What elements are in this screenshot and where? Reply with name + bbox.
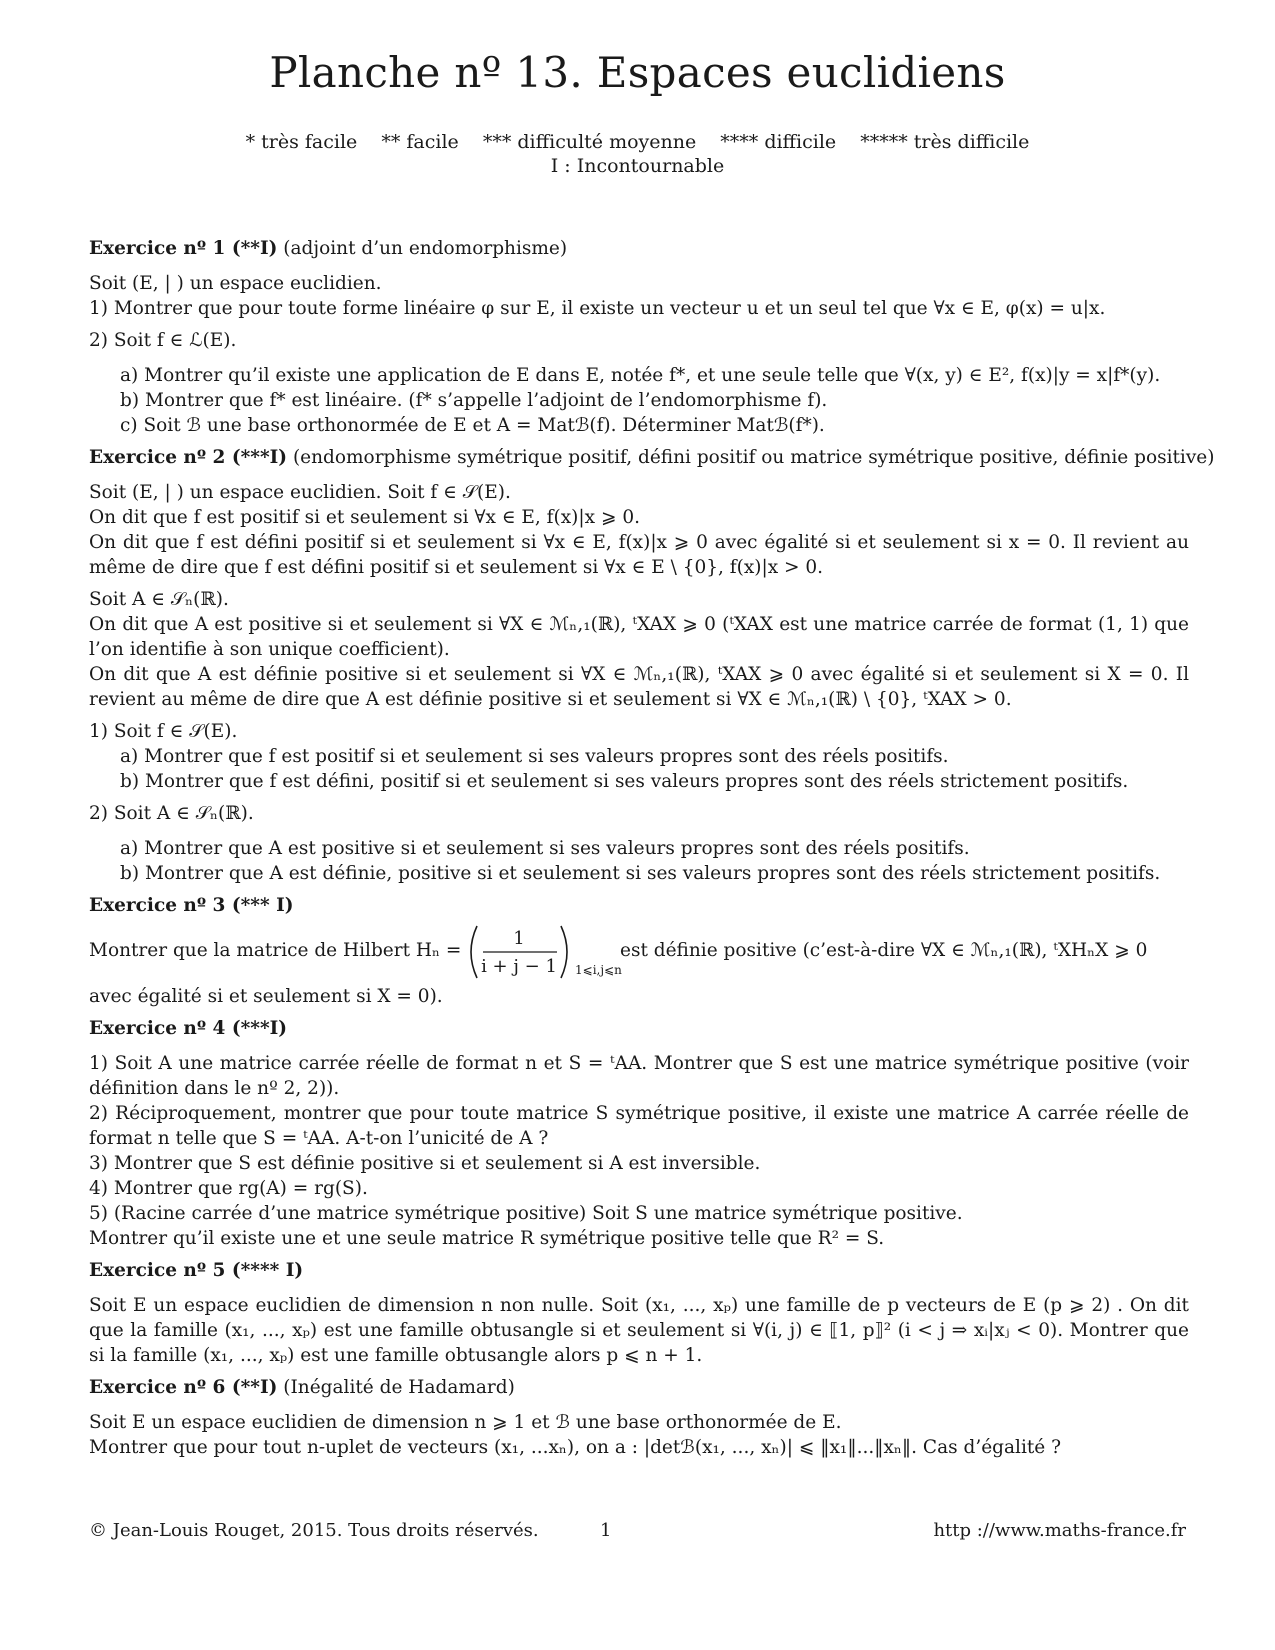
exercise-1-line: Soit (E, | ) un espace euclidien. (89, 273, 382, 294)
legend-item: ***** très difficile (860, 131, 1030, 153)
exercise-2-line: 2) Soit A ∈ 𝒮ₙ(ℝ). (89, 803, 254, 824)
exercise-6-line: Soit E un espace euclidien de dimension n ⩾ 1 et ℬ une base orthonormée de E. (89, 1412, 842, 1433)
exercise-1-line: 1) Montrer que pour toute forme linéaire φ sur E, il existe un vecteur u et un seul tel que ∀x ∈ E, φ(x) = u|x. (89, 298, 1106, 319)
right-paren (561, 926, 567, 978)
exercise-2-line: b) Montrer que A est définie, positive si et seulement si ses valeurs propres sont des réels strictement positifs. (120, 863, 1161, 884)
exercise-1-heading (89, 236, 1189, 261)
legend-item: **** difficile (720, 131, 837, 153)
exercise-1-line: b) Montrer que f* est linéaire. (f* s’appelle l’adjoint de l’endomorphisme f). (120, 390, 828, 411)
footer-copyright: © Jean-Louis Rouget, 2015. Tous droits réservés. (89, 1520, 539, 1541)
exercises (89, 236, 1215, 1460)
exercise-3-line: avec égalité si et seulement si X = 0). (89, 986, 443, 1007)
exercise-1-line: 2) Soit f ∈ ℒ(E). (89, 330, 237, 351)
exercise-2-line: Soit A ∈ 𝒮ₙ(ℝ). (89, 589, 229, 610)
exercise-2-line: On dit que f est positif si et seulement si ∀x ∈ E, f(x)|x ⩾ 0. (89, 507, 640, 528)
exercise-1-topic: (adjoint d’un endomorphisme) (283, 238, 568, 259)
legend-item: * très facile (245, 131, 358, 153)
hilbert-subscript: 1⩽i,j⩽n (575, 963, 622, 977)
exercise-1-title: Exercice nº 1 (**I) (89, 238, 278, 259)
footer-page-number: 1 (600, 1520, 612, 1541)
exercise-5-title: Exercice nº 5 (**** I) (89, 1260, 304, 1281)
exercise-2-line: 1) Soit f ∈ 𝒮(E). (89, 721, 238, 742)
exercise-2-line: a) Montrer que f est positif si et seulement si ses valeurs propres sont des réels positifs. (120, 746, 949, 767)
exercise-1-line: a) Montrer qu’il existe une application de E dans E, notée f*, et une seule telle que ∀(x, y) ∈ E², f(x)|y = x|f*(y). (120, 365, 1161, 386)
exercise-3-heading (89, 893, 1189, 918)
exercise-6-topic: (Inégalité de Hadamard) (283, 1377, 515, 1398)
exercise-2-line: a) Montrer que A est positive si et seulement si ses valeurs propres sont des réels positifs. (120, 838, 970, 859)
exercise-2-line: On dit que A est positive si et seulement si ∀X ∈ ℳₙ,₁(ℝ), ᵗXAX ⩾ 0 (ᵗXAX est une matrice carrée de format (1, 1) que l’on identifie à son unique coefficient). (89, 614, 1189, 660)
exercise-4-line: 4) Montrer que rg(A) = rg(S). (89, 1178, 368, 1199)
exercise-4-line: 2) Réciproquement, montrer que pour toute matrice S symétrique positive, il existe une matrice A carrée réelle de format n telle que S = ᵗAA. A-t-on l’unicité de A ? (89, 1103, 1189, 1149)
hilbert-denominator: i + j − 1 (481, 956, 557, 977)
footer-url[interactable]: http ://www.maths-france.fr (933, 1520, 1186, 1541)
exercise-4-heading (89, 1016, 1189, 1041)
exercise-6-line: Montrer que pour tout n-uplet de vecteurs (x₁, ...xₙ), on a : |detℬ(x₁, ..., xₙ)| ⩽ ‖x₁‖...‖xₙ‖. Cas d’égalité ? (89, 1437, 1062, 1458)
exercise-4-line: Montrer qu’il existe une et une seule matrice R symétrique positive telle que R² = S. (89, 1228, 885, 1249)
exercise-2-title: Exercice nº 2 (***I) (89, 447, 288, 468)
exercise-4-line: 5) (Racine carrée d’une matrice symétrique positive) Soit S une matrice symétrique positive. (89, 1203, 963, 1224)
exercise-4-title: Exercice nº 4 (***I) (89, 1018, 288, 1039)
difficulty-legend (0, 131, 1275, 153)
exercise-6-heading (89, 1375, 1189, 1400)
left-paren (471, 926, 477, 978)
legend-item: *** difficulté moyenne (482, 131, 697, 153)
hilbert-lead: Montrer que la matrice de Hilbert Hₙ = (89, 940, 462, 961)
exercise-5-heading (89, 1258, 1189, 1283)
exercise-4-line: 3) Montrer que S est définie positive si et seulement si A est inversible. (89, 1153, 761, 1174)
exercise-5-text: Soit E un espace euclidien de dimension n non nulle. Soit (x₁, ..., xₚ) une famille de p vecteurs de E (p ⩾ 2) . On dit que la famille (x₁, ..., xₚ) est une famille obtusangle si et seulement si ∀(i, j) ∈ ⟦1, p⟧² (i < j ⇒ xᵢ|xⱼ < 0). Montrer que si la famille (x₁, ..., xₚ) est une famille obtusangle alors p ⩽ n + 1. (89, 1295, 1189, 1366)
legend-incontournable: I : Incontournable (550, 155, 725, 177)
exercise-2-line: On dit que f est défini positif si et seulement si ∀x ∈ E, f(x)|x ⩾ 0 avec égalité si et seulement si x = 0. Il revient au même de dire que f est défini positif si et seulement si ∀x ∈ E \ {0}, f(x)|x > 0. (89, 532, 1189, 578)
exercise-2-line: On dit que A est définie positive si et seulement si ∀X ∈ ℳₙ,₁(ℝ), ᵗXAX ⩾ 0 avec égalité si et seulement si X = 0. Il revient au même de dire que A est définie positive si et seulement si ∀X ∈ ℳₙ,₁(ℝ) \ {0}, ᵗXAX > 0. (89, 664, 1189, 710)
exercise-2-topic: (endomorphisme symétrique positif, défini positif ou matrice symétrique positive, définie positive) (292, 447, 1215, 468)
exercise-2-heading (89, 445, 1215, 470)
exercise-6-title: Exercice nº 6 (**I) (89, 1377, 278, 1398)
exercise-2-line: Soit (E, | ) un espace euclidien. Soit f ∈ 𝒮(E). (89, 482, 511, 503)
hilbert-numerator: 1 (513, 928, 525, 949)
exercise-1-line: c) Soit ℬ une base orthonormée de E et A = Matℬ(f). Déterminer Matℬ(f*). (120, 415, 825, 436)
page-title: Planche nº 13. Espaces euclidiens (269, 48, 1006, 97)
exercise-3-title: Exercice nº 3 (*** I) (89, 895, 294, 916)
legend-item: ** facile (381, 131, 459, 153)
hilbert-statement (89, 922, 1189, 984)
exercise-2-line: b) Montrer que f est défini, positif si et seulement si ses valeurs propres sont des réels strictement positifs. (120, 771, 1129, 792)
hilbert-tail: est définie positive (c’est-à-dire ∀X ∈ ℳₙ,₁(ℝ), ᵗXHₙX ⩾ 0 (620, 940, 1148, 961)
exercise-4-line: 1) Soit A une matrice carrée réelle de format n et S = ᵗAA. Montrer que S est une matrice symétrique positive (voir définition dans le nº 2, 2)). (89, 1053, 1189, 1099)
